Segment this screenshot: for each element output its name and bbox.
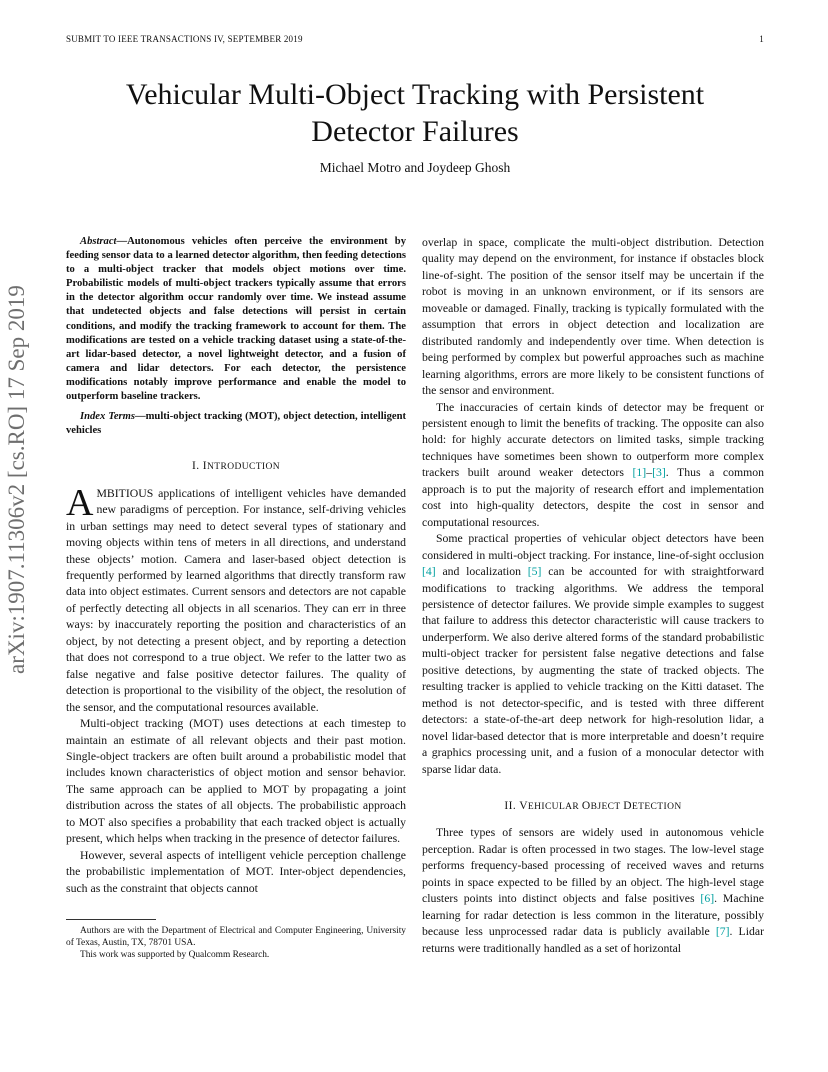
intro-paragraph-1: AMBITIOUS applications of intelligent vehicles have demanded new paradigms of perception. For instance, self-driving vehicles in urban settings may need to detect several types of stationary and moving objects within tens of meters in all directions, and understand these objects’ motion. Camera and laser-based object detection is frequently performed by learned algorithms that directly transform raw data into object estimates. Current sensors and detectors are not capable of perfectly detecting all objects in all scenarios. They can err in three ways: by inaccurately reporting the position and characteristics of an object, by not detecting a present object, and by reporting a detection that does not correspond to a true object. We refer to the latter two as false negative and false positive detector failures. The quality of detection is proportional to the visibility of the object, the resolution of the sensor, and the computational resources available. [66,481,406,714]
citation-link[interactable]: [6] [700,892,715,906]
footnote-rule [66,919,156,920]
arxiv-side-stamp: arXiv:1907.11306v2 [cs.RO] 17 Sep 2019 [4,285,29,674]
intro-paragraph-5: Some practical properties of vehicular object detectors have been considered in multi-object tracking. For instance, line-of-sight occlusion [4] and localization [5] can be accounted for with straightforward modifications to tracking algorithms. We address the temporal persistence of detector failures. We provide simple examples to suggest that failure to address this detector characteristic will cause trackers to underperform. We also derive altered forms of the standard probabilistic multi-object tracker for persistent false negative detections and false positive detections, by augmenting the state of tracked objects. The resulting tracker is applied to vehicle tracking on the Kitti dataset. The method is not detector-specific, and is tested with three different detectors: a state-of-the-art deep network for high-resolution lidar, a novel lidar-based detector that is more interpretable and doesn’t require a graphics processing unit, and a fusion of a monocular detector with sparse lidar data. [422,532,764,776]
page-number: 1 [759,34,764,44]
citation-link[interactable]: [7] [715,925,730,939]
index-terms [66,410,406,438]
section2-paragraph-1: Three types of sensors are widely used in autonomous vehicle perception. Radar is often processed in two stages. The low-level stage performs frequency-based processing of received waves and returns points in space expected to be filled by an object. The high-level stage clusters points into distinct objects and false positives [6]. Machine learning for radar detection is less common in the literature, possibly because less unprocessed radar data is publicly available [7]. Lidar returns were traditionally handled as a set of horizontal [422,826,765,955]
right-column [422,235,764,957]
citation-link[interactable]: [1] [632,466,647,480]
abstract [66,235,406,404]
left-column [66,235,406,961]
citation-link[interactable]: [4] [422,565,436,579]
title-line-2: Detector Failures [311,115,519,148]
abstract-text: —Autonomous vehicles often perceive the environment by feeding sensor data to a learned detector algorithm, then feeding detections to a multi-object tracker that models object motions over time. Probabilistic models of multi-object trackers typically assume that errors in the detector algorithm occur randomly over time. We instead assume that undetected objects and false detections will persist in certain conditions, and modify the tracking framework to account for them. The modifications are tested on a vehicle tracking dataset using a state-of-the-art lidar-based detector, a novel lightweight detector, and a fusion of camera and lidar detectors. For each detector, the persistence modifications notably improve performance and enable the model to outperform baseline trackers. [66,236,406,403]
abstract-label: Abstract [80,236,117,247]
citation-link[interactable]: [5] [527,565,542,579]
index-terms-label: Index Terms [80,411,136,423]
intro-paragraph-4: The inaccuracies of certain kinds of detector may be frequent or persistent enough to limit the benefits of tracking. The opposite can also hold: for highly accurate detectors on limited tasks, simple tracking techniques have sometimes been shown to outperform more complex trackers built around weaker detectors [1]–[3]. Thus a common approach is to put the majority of research effort and implementation cost into high-quality detectors, despite the cost in sensor and computational resources. [422,400,765,529]
journal-header: SUBMIT TO IEEE TRANSACTIONS IV, SEPTEMBER 2019 [66,34,303,44]
intro-paragraph-3-cont: overlap in space, complicate the multi-object distribution. Detection quality may depend on the environment, for instance if obstacles block line-of-sight. The position of the sensor itself may be uncertain if the robot is moving in an unknown environment, or if its sensors are moveable or damaged. Finally, tracking is typically formulated with the assumption that errors in object detection and localization are distributed randomly and independently over time. When detection is being performed by complex but powerful approaches such as machine learning algorithms, errors are more likely to be consistent functions of the sensor and environment. [422,236,764,398]
intro-paragraph-2: Multi-object tracking (MOT) uses detections at each timestep to maintain an estimate of all relevant objects and their past motion. Single-object trackers are often built around a probabilistic model that includes known characteristics of object motion and sensor behavior. The same approach can be applied to MOT by propagating a joint distribution across the states of all objects. The probabilistic approach to MOT also specifies a probability that each tracked object is actually present, which helps when tracking in the presence of detector failures. [66,717,406,846]
authors: Michael Motro and Joydeep Ghosh [319,160,511,175]
section-heading-introduction: I. INTRODUCTION [191,460,281,473]
paper-title [66,76,764,150]
drop-cap: A [66,481,94,524]
running-head [66,34,764,44]
footnote-funding: This work was supported by Qualcomm Research. [80,950,270,961]
title-line-1: Vehicular Multi-Object Tracking with Persistent [125,78,705,111]
section-heading-vehicular-object-detection: II. VEHICULAR OBJECT DETECTION [504,799,682,812]
intro-paragraph-3: However, several aspects of intelligent vehicle perception challenge the probabilistic implementation of MOT. Inter-object dependencies, such as the constraint that objects cannot [66,848,406,895]
footnote-affiliation: Authors are with the Department of Electrical and Computer Engineering, University of Texas, Austin, TX, 78701 USA. [66,926,406,949]
citation-link[interactable]: [3] [652,466,666,480]
index-terms-text: —multi-object tracking (MOT), object detection, intelligent vehicles [66,411,406,437]
